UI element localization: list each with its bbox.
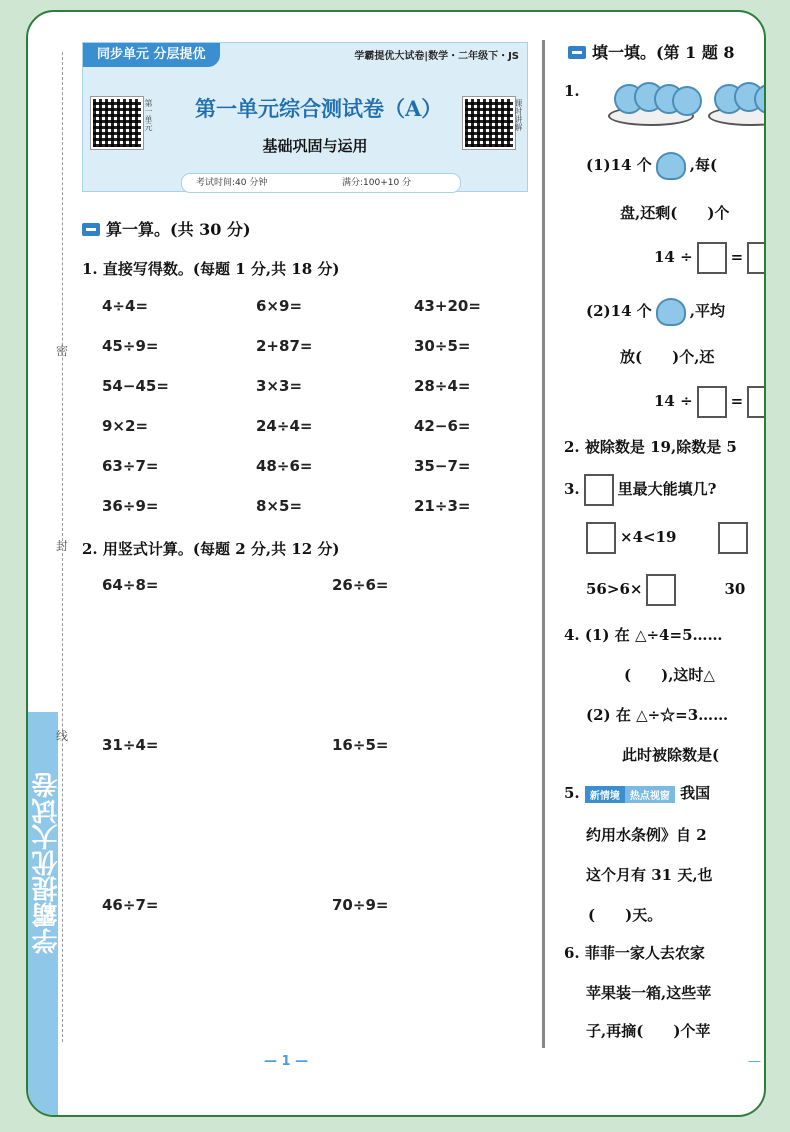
- text: ×4<19: [620, 528, 677, 546]
- page-frame: [26, 10, 766, 1117]
- text: 我国: [680, 784, 711, 802]
- oral-calc-item: 35−7=: [414, 457, 471, 475]
- answer-box[interactable]: [718, 522, 748, 554]
- binding-char: 封: [56, 539, 69, 553]
- oral-calc-item: 43+20=: [414, 297, 481, 315]
- answer-box[interactable]: [584, 474, 614, 506]
- q1b-line1: [586, 298, 725, 326]
- right-question-2: 2. 被除数是 19,除数是 5: [564, 438, 737, 456]
- question-1: 1. 直接写得数。(每题 1 分,共 18 分): [82, 260, 340, 278]
- text: =: [730, 248, 744, 266]
- cloud-icon: [656, 298, 686, 326]
- q1a-line2: 盘,还剩( )个: [620, 204, 730, 222]
- question-2: 2. 用竖式计算。(每题 2 分,共 12 分): [82, 540, 340, 558]
- text: (1)14 个: [586, 156, 652, 174]
- section-heading-calc: [82, 217, 251, 240]
- oral-calc-item: 4÷4=: [102, 297, 149, 315]
- answer-box[interactable]: [747, 242, 766, 274]
- vertical-calc-item: 70÷9=: [332, 896, 389, 914]
- vertical-calc-item: 64÷8=: [102, 576, 159, 594]
- text: 里最大能填几?: [617, 480, 717, 498]
- qr-code-left[interactable]: [91, 97, 143, 149]
- answer-box[interactable]: [586, 522, 616, 554]
- text: ,平均: [689, 302, 725, 320]
- text: 56>6×: [586, 580, 643, 598]
- unit-tag: 同步单元 分层提优: [83, 43, 220, 67]
- vertical-calc-item: 26÷6=: [332, 576, 389, 594]
- oral-calc-item: 30÷5=: [414, 337, 471, 355]
- page-number-right: —: [748, 1054, 761, 1069]
- text: 3.: [564, 480, 580, 498]
- text: 30: [724, 580, 746, 598]
- text: 5.: [564, 784, 580, 802]
- vertical-calc-item: 46÷7=: [102, 896, 159, 914]
- q4-line4: 此时被除数是(: [622, 746, 720, 764]
- test-header: [82, 42, 528, 192]
- cloud-icon: [672, 86, 702, 116]
- oral-calc-item: 8×5=: [256, 497, 303, 515]
- answer-box[interactable]: [697, 242, 727, 274]
- q6-line2: 苹果装一箱,这些苹: [586, 984, 712, 1002]
- binding-char: 线: [56, 729, 69, 743]
- new-context-badge: 新情境: [585, 786, 625, 803]
- text: =: [730, 392, 744, 410]
- oral-calc-item: 48÷6=: [256, 457, 313, 475]
- exam-info-bar: [181, 173, 461, 193]
- cloud-icon: [656, 152, 686, 180]
- q1b-line2: 放( )个,还: [620, 348, 715, 366]
- oral-calc-item: 2+87=: [256, 337, 313, 355]
- vertical-calc-item: 16÷5=: [332, 736, 389, 754]
- page-number: — 1 —: [264, 1054, 309, 1069]
- q1a-equation: [654, 242, 766, 274]
- exam-score: 满分:100+10 分: [342, 178, 412, 188]
- q5-line4: ( )天。: [588, 906, 663, 924]
- oral-calc-item: 21÷3=: [414, 497, 471, 515]
- section-heading-fill: [568, 40, 735, 63]
- section-icon: [568, 46, 586, 59]
- text: (2)14 个: [586, 302, 652, 320]
- q6-line3: 子,再摘( )个苹: [586, 1022, 711, 1040]
- q4-line3: (2) 在 △÷☆=3……: [586, 706, 729, 724]
- oral-calc-item: 36÷9=: [102, 497, 159, 515]
- oral-calc-item: 45÷9=: [102, 337, 159, 355]
- q5-line1: [564, 782, 710, 803]
- qr-right-label: 课时讲解: [514, 99, 523, 131]
- section-title: 填一填。(第 1 题 8: [592, 43, 735, 62]
- binding-char: 密: [56, 344, 69, 358]
- vertical-calc-item: 31÷4=: [102, 736, 159, 754]
- test-subtitle: 基础巩固与运用: [262, 137, 368, 155]
- qr-code-right[interactable]: [463, 97, 515, 149]
- answer-box[interactable]: [747, 386, 766, 418]
- oral-calc-item: 28÷4=: [414, 377, 471, 395]
- oral-calc-item: 63÷7=: [102, 457, 159, 475]
- oral-calc-item: 54−45=: [102, 377, 169, 395]
- oral-calc-item: 9×2=: [102, 417, 149, 435]
- test-title: 第一单元综合测试卷（A）: [195, 96, 443, 121]
- q4-line2: ( ),这时△: [624, 666, 715, 684]
- q3-item-b: [586, 574, 745, 606]
- oral-calc-item: 3×3=: [256, 377, 303, 395]
- q3-item-a: [582, 522, 752, 554]
- spine-text: 学霸提优大试卷: [32, 772, 62, 954]
- q5-line3: 这个月有 31 天,也: [586, 866, 713, 884]
- q4-line1: 4. (1) 在 △÷4=5……: [564, 626, 723, 644]
- q1a-line1: [586, 152, 717, 180]
- q1b-equation: [654, 386, 766, 418]
- oral-calc-item: 42−6=: [414, 417, 471, 435]
- exam-time: 考试时间:40 分钟: [196, 178, 268, 188]
- oral-calc-item: 24÷4=: [256, 417, 313, 435]
- section-title: 算一算。(共 30 分): [106, 220, 251, 239]
- text: 14 ÷: [654, 248, 693, 266]
- right-question-3: [564, 474, 716, 506]
- q6-line1: 6. 菲菲一家人去农家: [564, 944, 705, 962]
- text: 14 ÷: [654, 392, 693, 410]
- answer-box[interactable]: [697, 386, 727, 418]
- oral-calc-item: 6×9=: [256, 297, 303, 315]
- hot-topic-badge: 热点视窗: [625, 786, 675, 803]
- answer-box[interactable]: [646, 574, 676, 606]
- text: ,每(: [689, 156, 718, 174]
- qr-left-label: 第一单元: [144, 99, 153, 131]
- column-divider: [542, 40, 545, 1048]
- series-label: 学霸提优大试卷|数学・二年级下・JS: [354, 51, 519, 62]
- q5-line2: 约用水条例》自 2: [586, 826, 707, 844]
- section-icon: [82, 223, 100, 236]
- right-question-1: 1.: [564, 82, 580, 100]
